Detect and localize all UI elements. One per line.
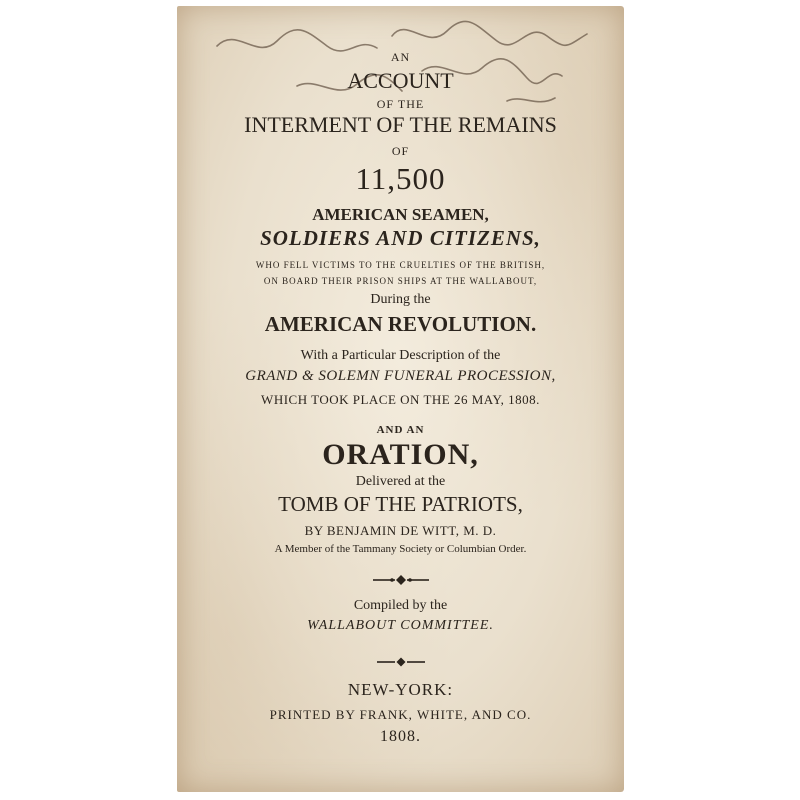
title-victims: WHO FELL VICTIMS TO THE CRUELTIES OF THE BRITISH,: [255, 260, 546, 270]
imprint-year: 1808.: [380, 728, 421, 745]
ornament-divider-2: [375, 656, 427, 668]
title-author: BY BENJAMIN DE WITT, M. D.: [304, 523, 497, 538]
title-oration: ORATION,: [322, 438, 479, 471]
title-procession: GRAND & SOLEMN FUNERAL PROCESSION,: [245, 368, 556, 384]
title-delivered: Delivered at the: [355, 474, 446, 489]
title-compiled: Compiled by the: [353, 598, 448, 613]
ornament-divider: [371, 574, 431, 586]
title-page: [177, 6, 624, 792]
title-with: With a Particular Description of the: [300, 348, 501, 363]
title-member: A Member of the Tammany Society or Columbian Order.: [274, 543, 527, 555]
title-soldiers: SOLDIERS AND CITIZENS,: [260, 226, 541, 250]
title-interment: INTERMENT OF THE REMAINS: [244, 112, 557, 137]
title-revolution: AMERICAN REVOLUTION.: [264, 312, 537, 336]
title-prison: ON BOARD THEIR PRISON SHIPS AT THE WALLABOUT,: [263, 276, 538, 286]
title-tomb: TOMB OF THE PATRIOTS,: [278, 492, 523, 516]
title-number: 11,500: [355, 161, 446, 196]
title-of: OF: [391, 144, 410, 158]
title-account: ACCOUNT: [347, 68, 454, 93]
title-committee: WALLABOUT COMMITTEE.: [307, 618, 494, 633]
title-which: WHICH TOOK PLACE ON THE 26 MAY, 1808.: [261, 392, 540, 407]
title-and-an: AND AN: [376, 424, 425, 436]
imprint-printer: PRINTED BY FRANK, WHITE, AND CO.: [269, 707, 532, 722]
title-an: AN: [390, 50, 411, 64]
title-during: During the: [370, 292, 431, 307]
imprint-city: NEW-YORK:: [347, 680, 454, 699]
title-of-the: OF THE: [376, 97, 425, 111]
title-seamen: AMERICAN SEAMEN,: [312, 205, 489, 224]
